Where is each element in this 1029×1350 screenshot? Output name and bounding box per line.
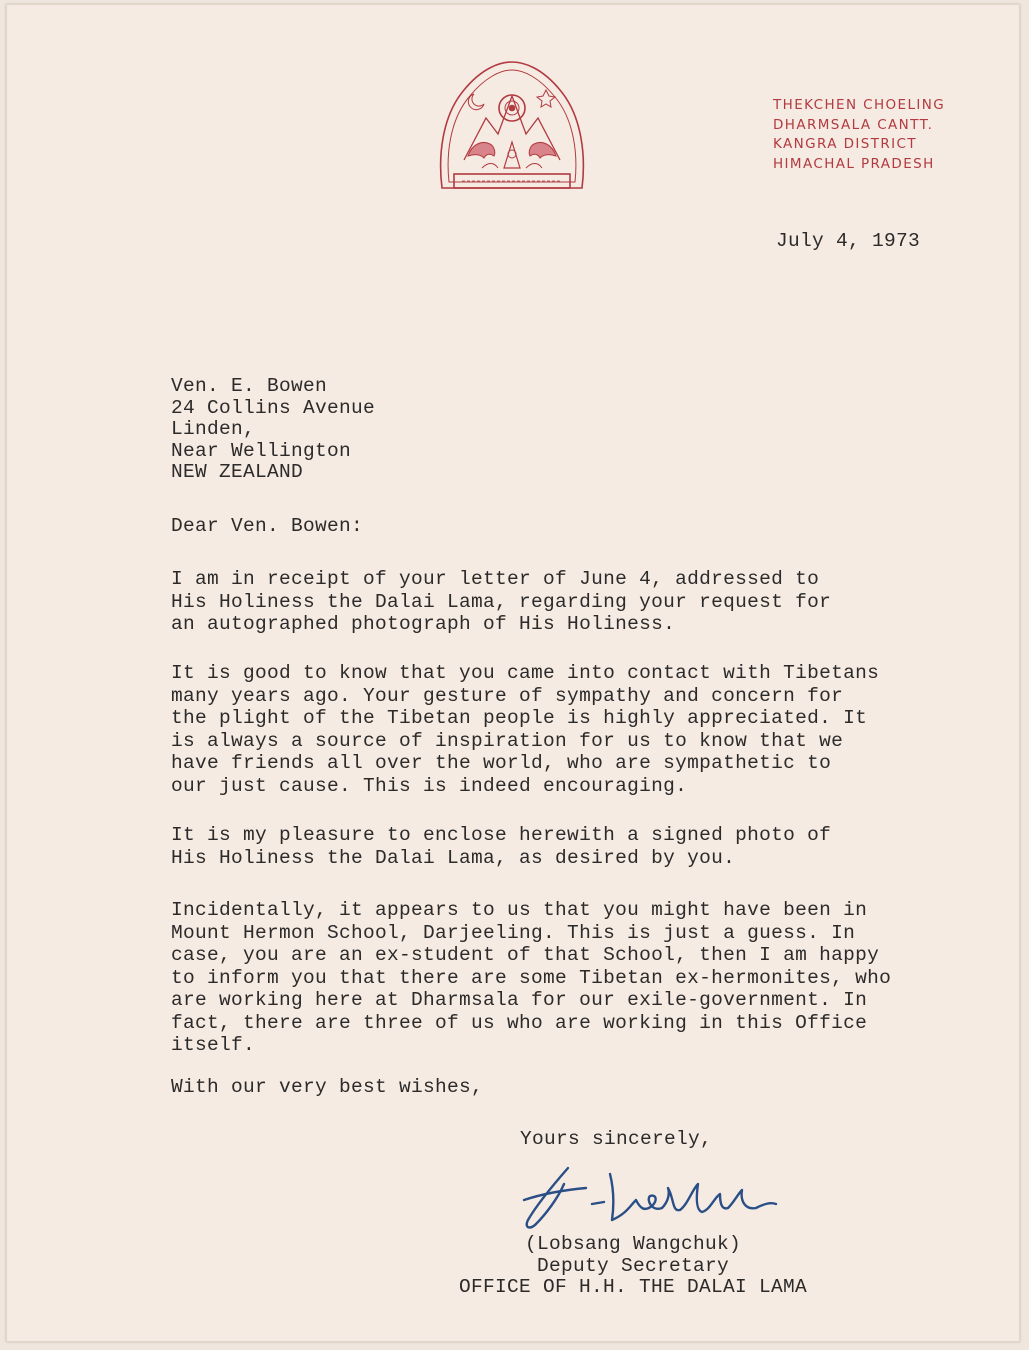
recipient-line: Near Wellington	[171, 439, 352, 462]
body-line: an autographed photograph of His Holiness.	[171, 613, 676, 635]
body-paragraph	[171, 568, 831, 636]
signer-title: Deputy Secretary	[536, 1254, 730, 1277]
body-line: the plight of the Tibetan people is highly appreciated. It	[171, 707, 868, 729]
body-line: case, you are an ex-student of that School, then I am happy	[171, 944, 880, 966]
letter-page	[6, 4, 1020, 1342]
letterhead-line: THEKCHEN CHOELING	[773, 97, 946, 113]
body-line: It is good to know that you came into contact with Tibetans	[171, 662, 880, 684]
complimentary-close: Yours sincerely,	[520, 1128, 713, 1150]
body-line: is always a source of inspiration for us to know that we	[171, 729, 844, 752]
body-paragraph	[171, 899, 891, 1057]
body-paragraph	[171, 662, 879, 797]
signer-office: OFFICE OF H.H. THE DALAI LAMA	[458, 1276, 808, 1298]
body-line: His Holiness the Dalai Lama, as desired by you.	[171, 846, 736, 869]
body-line: our just cause. This is indeed encouraging.	[171, 774, 688, 797]
recipient-line: 24 Collins Avenue	[171, 396, 376, 419]
signature-block	[443, 1234, 823, 1299]
body-line: fact, there are three of us who are working in this Office	[171, 1011, 868, 1034]
body-line: are working here at Dharmsala for our exile-government. In	[171, 989, 868, 1011]
body-line: Incidentally, it appears to us that you might have been in	[171, 899, 868, 921]
body-line: to inform you that there are some Tibetan ex-hermonites, who	[171, 966, 892, 989]
body-line: His Holiness the Dalai Lama, regarding your request for	[171, 590, 832, 613]
recipient-line: NEW ZEALAND	[171, 461, 304, 483]
letterhead-line: DHARMSALA CANTT.	[773, 116, 934, 133]
body-line: Mount Hermon School, Darjeeling. This is just a guess. In	[171, 921, 856, 944]
recipient-address	[171, 376, 375, 484]
letterhead-line: KANGRA DISTRICT	[773, 136, 917, 152]
letterhead-line: HIMACHAL PRADESH	[773, 155, 935, 172]
body-line: have friends all over the world, who are sympathetic to	[171, 752, 832, 774]
body-line: It is my pleasure to enclose herewith a signed photo of	[171, 824, 832, 846]
recipient-line: Linden,	[171, 418, 256, 440]
recipient-line: Ven. E. Bowen	[171, 375, 328, 397]
signer-name: (Lobsang Wangchuk)	[524, 1233, 742, 1255]
body-line: itself.	[171, 1034, 256, 1056]
body-line: I am in receipt of your letter of June 4, addressed to	[171, 568, 820, 590]
handwritten-signature	[506, 1154, 796, 1244]
salutation: Dear Ven. Bowen:	[171, 515, 364, 537]
letter-date: July 4, 1973	[776, 230, 921, 252]
closing-wishes: With our very best wishes,	[171, 1076, 484, 1098]
body-paragraph	[171, 824, 831, 869]
letterhead-address	[773, 96, 945, 174]
tibetan-emblem-seal-icon	[434, 56, 590, 202]
body-line: many years ago. Your gesture of sympathy and concern for	[171, 684, 844, 707]
